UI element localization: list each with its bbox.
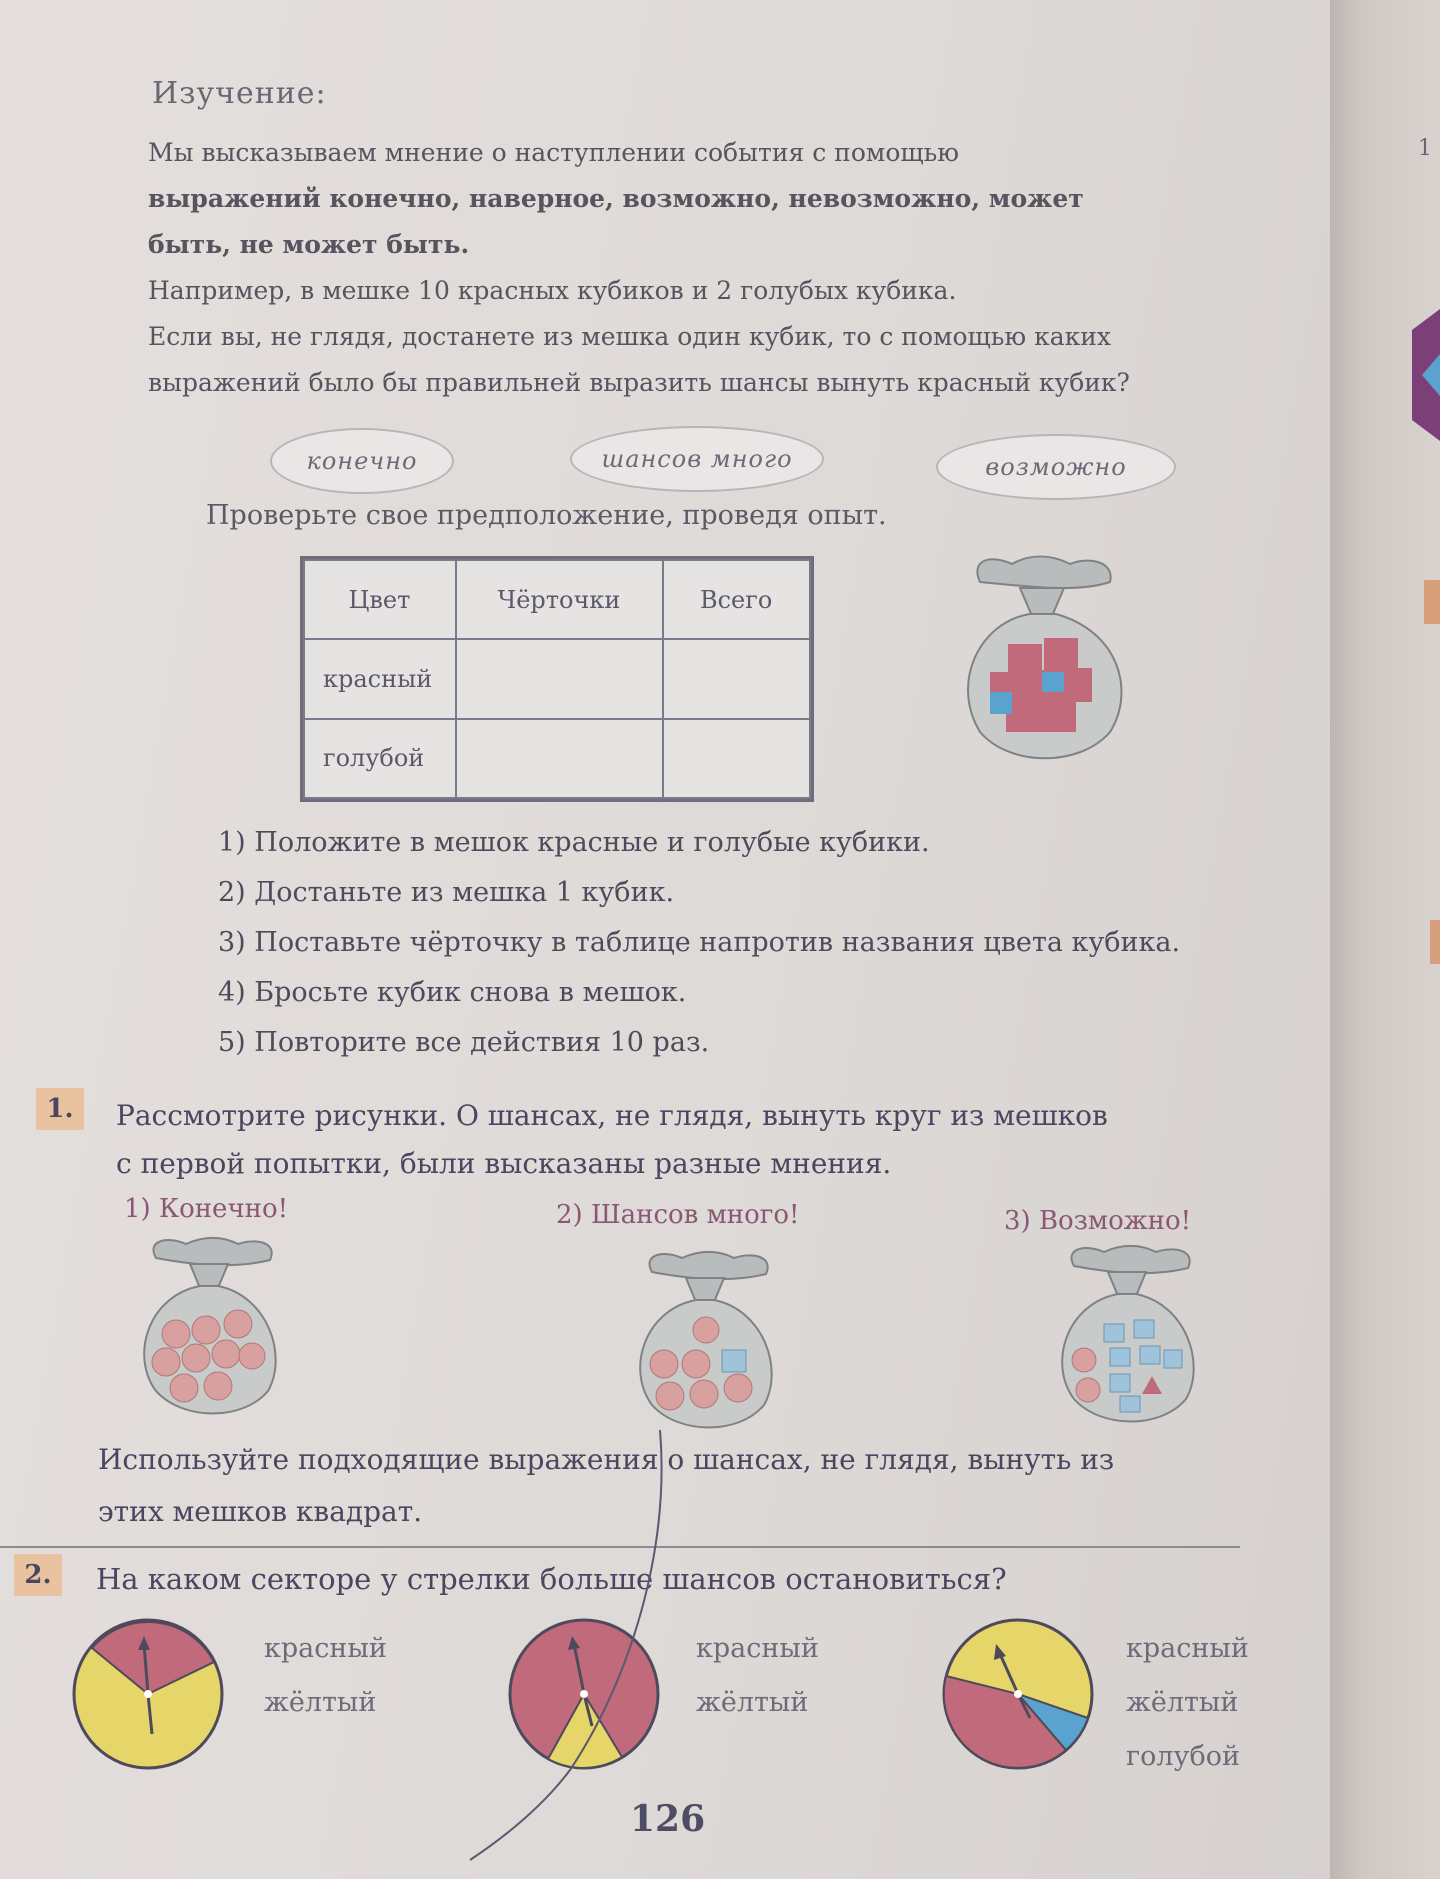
table-cell[interactable] [456,719,663,798]
task1-line: Рассмотрите рисунки. О шансах, не глядя, вынуть круг из мешков [116,1099,1108,1132]
opinions-row [124,1194,1224,1234]
bag-circles-illustration [138,1236,288,1426]
spinner-labels [1126,1622,1249,1784]
spinner-red-yellow-blue [938,1614,1098,1774]
next-page-badge [1430,920,1440,964]
next-page-number: 1 [1418,136,1432,161]
pencil-scribble [470,1430,670,1860]
task-number-badge: 1. [36,1088,84,1130]
task1-instruction-line: этих мешков квадрат. [98,1495,423,1528]
intro-line: выражений было бы правильней выразить шансы вынуть красный кубик? [148,368,1130,397]
intro-text [148,130,1258,406]
task1-text [116,1092,1108,1188]
sector-label: жёлтый [1126,1687,1239,1718]
spinner-red-yellow [68,1614,228,1774]
next-page-edge [1330,0,1440,1879]
sector-label: красный [1126,1633,1249,1664]
step-item: 4) Бросьте кубик снова в мешок. [218,977,687,1008]
choice-oval[interactable]: шансов много [570,426,824,492]
sector-label: жёлтый [696,1687,809,1718]
task1-instruction-line: Используйте подходящие выражения о шансах, не глядя, вынуть из [98,1443,1115,1476]
sector-label: красный [696,1633,819,1664]
spinner-labels [696,1622,819,1730]
table-cell: красный [304,639,456,718]
bag-mostly-circles-illustration [634,1250,784,1440]
intro-line: быть, не может быть. [148,230,470,259]
table-cell: голубой [304,719,456,798]
intro-line: выражений конечно, наверное, возможно, невозможно, может [148,184,1084,213]
sector-label: жёлтый [264,1687,377,1718]
step-item: 5) Повторите все действия 10 раз. [218,1027,710,1058]
tally-table [300,556,814,802]
opinion-label: 3) Возможно! [1004,1206,1192,1236]
choice-oval[interactable]: возможно [936,434,1176,500]
intro-line: Например, в мешке 10 красных кубиков и 2 голубых кубика. [148,276,957,305]
table-row [304,719,810,798]
task-number-badge: 2. [14,1554,62,1596]
table-header: Всего [663,560,810,639]
table-row [304,639,810,718]
step-item: 2) Достаньте из мешка 1 кубик. [218,877,675,908]
opinion-label: 2) Шансов много! [556,1200,800,1230]
page-number: 126 [630,1798,706,1840]
next-page-hexagon-icon [1412,300,1440,450]
task1-line: с первой попытки, были высказаны разные мнения. [116,1147,892,1180]
next-page-badge [1424,580,1440,624]
table-cell[interactable] [663,719,810,798]
step-item: 3) Поставьте чёрточку в таблице напротив названия цвета кубика. [218,927,1181,958]
section-heading: Изучение: [152,76,327,111]
table-cell[interactable] [456,639,663,718]
sector-label: голубой [1126,1741,1240,1772]
sector-label: красный [264,1633,387,1664]
cube-bag-illustration [960,552,1130,772]
table-cell[interactable] [663,639,810,718]
spinner-labels [264,1622,387,1730]
task2-question: На каком секторе у стрелки больше шансов остановиться? [96,1562,1007,1596]
step-item: 1) Положите в мешок красные и голубые кубики. [218,827,930,858]
check-instruction: Проверьте свое предположение, проведя опыт. [206,500,887,531]
choice-ovals [270,428,1190,508]
bag-mixed-shapes-illustration [1056,1244,1206,1434]
opinion-label: 1) Конечно! [124,1194,289,1224]
intro-line: Мы высказываем мнение о наступлении события с помощью [148,138,959,167]
intro-line: Если вы, не глядя, достанете из мешка один кубик, то с помощью каких [148,322,1111,351]
experiment-steps [218,818,1180,1068]
table-header: Чёрточки [456,560,663,639]
table-header: Цвет [304,560,456,639]
choice-oval[interactable]: конечно [270,428,454,494]
